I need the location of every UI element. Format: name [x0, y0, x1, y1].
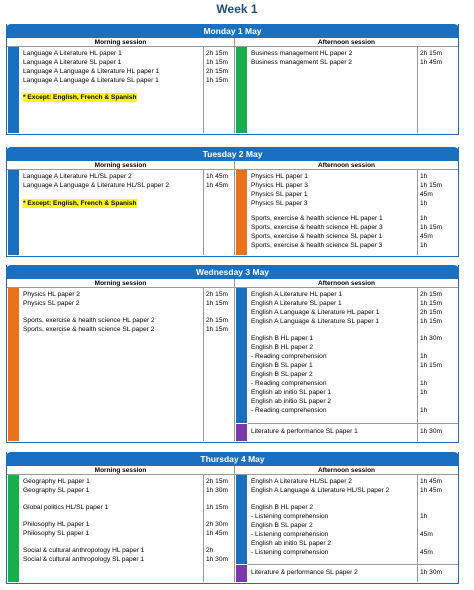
session-header: [7, 279, 458, 288]
exam-duration: 2h 15m: [206, 50, 228, 57]
exam-duration: 2h: [206, 547, 214, 554]
exam-subject: English ab initio SL paper 2: [251, 398, 332, 405]
afternoon-session: [235, 475, 458, 582]
exam-subject: English B HL paper 2: [251, 344, 314, 351]
exam-duration: 1h: [420, 513, 428, 520]
exam-duration: 1h 45m: [206, 530, 228, 537]
day-tuesday: [6, 147, 459, 257]
exam-subject: Sports, exercise & health science HL paper 2: [23, 317, 155, 324]
exam-subject: Philosophy SL paper 1: [23, 530, 90, 537]
exam-subject: Business management HL paper 2: [251, 50, 353, 57]
exam-duration: 2h 15m: [206, 478, 228, 485]
exam-duration: 1h 15m: [206, 326, 228, 333]
exam-duration: 1h 30m: [420, 569, 442, 576]
exam-subject: English ab initio SL paper 2: [251, 540, 332, 547]
exam-subject: Sports, exercise & health science SL paper 2: [23, 326, 155, 333]
exam-duration: 1h: [420, 173, 428, 180]
exam-duration: 1h 15m: [206, 77, 228, 84]
exam-subject: Social & cultural anthropology SL paper 1: [23, 556, 145, 563]
morning-session: [7, 47, 235, 133]
exam-subject: English A Literature SL paper 1: [251, 300, 342, 307]
exam-duration: 1h: [420, 380, 428, 387]
exam-subject: Sports, exercise & health science HL paper 1: [251, 215, 383, 222]
exam-duration: 2h 30m: [206, 521, 228, 528]
afternoon-session: [235, 47, 458, 133]
exam-subject: Physics SL paper 3: [251, 200, 308, 207]
exam-subject: Language A Language & Literature HL/SL paper 2: [23, 182, 170, 189]
subject-group-bar: [236, 565, 247, 582]
exam-subject: Physics SL paper 2: [23, 300, 80, 307]
exam-duration: 1h 15m: [206, 59, 228, 66]
day-title: Thursday 4 May: [6, 452, 459, 466]
exam-subject: - Reading comprehension: [251, 353, 327, 360]
exam-duration: 1h 30m: [420, 428, 442, 435]
day-title: Wednesday 3 May: [6, 265, 459, 279]
exam-duration: 1h 15m: [420, 182, 442, 189]
subject-group-bar: [8, 288, 19, 441]
subject-group-bar: [8, 475, 19, 582]
exam-duration: 2h 15m: [206, 291, 228, 298]
exam-subject: Language A Literature HL paper 1: [23, 50, 122, 57]
exam-subject: English A Language & Literature SL paper 1: [251, 318, 380, 325]
exam-subject: Global politics HL/SL paper 1: [23, 504, 109, 511]
exam-subject: Physics HL paper 3: [251, 182, 308, 189]
exam-subject: Sports, exercise & health science HL paper 3: [251, 224, 383, 231]
subject-group-bar: [236, 288, 247, 423]
exam-duration: 45m: [420, 233, 433, 240]
exception-note: * Except: English, French & Spanish: [23, 200, 137, 207]
exam-subject: Sports, exercise & health science SL paper 3: [251, 242, 383, 249]
exam-subject: - Listening comprehension: [251, 549, 329, 556]
exam-duration: 1h: [420, 389, 428, 396]
exam-subject: English A Language & Literature HL paper 1: [251, 309, 380, 316]
subject-group-bar: [8, 47, 19, 133]
exam-duration: 45m: [420, 531, 433, 538]
afternoon-session: [235, 288, 458, 441]
morning-session-label: Morning session: [7, 279, 235, 287]
exam-duration: 2h 15m: [420, 309, 442, 316]
exam-duration: 1h: [420, 242, 428, 249]
morning-session: [7, 475, 235, 582]
exam-subject: Literature & performance SL paper 1: [251, 428, 358, 435]
session-header: [7, 161, 458, 170]
exam-duration: 1h: [420, 215, 428, 222]
subject-group-bar: [236, 47, 247, 133]
exam-subject: Language A Language & Literature SL paper 1: [23, 77, 159, 84]
exam-subject: Language A Language & Literature HL paper 1: [23, 68, 160, 75]
exam-subject: - Reading comprehension: [251, 380, 327, 387]
morning-session-label: Morning session: [7, 38, 235, 46]
afternoon-session-label: Afternoon session: [317, 467, 376, 474]
exam-subject: Sports, exercise & health science SL paper 1: [251, 233, 383, 240]
exam-duration: 1h 45m: [420, 478, 442, 485]
afternoon-session-label: Afternoon session: [317, 162, 376, 169]
morning-session-label: Morning session: [7, 466, 235, 474]
exam-subject: Language A Literature SL paper 1: [23, 59, 122, 66]
exam-duration: 1h 45m: [420, 59, 442, 66]
exam-subject: English B SL paper 2: [251, 371, 313, 378]
exam-duration: 1h 30m: [420, 335, 442, 342]
exam-duration: 2h 15m: [206, 317, 228, 324]
exam-duration: 45m: [420, 549, 433, 556]
afternoon-session-label: Afternoon session: [317, 280, 376, 287]
exam-subject: Social & cultural anthropology HL paper 1: [23, 547, 145, 554]
exam-subject: Language A Literature HL/SL paper 2: [23, 173, 132, 180]
exam-subject: Business management SL paper 2: [251, 59, 352, 66]
exam-duration: 1h 45m: [206, 173, 228, 180]
subject-group-bar: [236, 170, 247, 255]
exam-duration: 2h 15m: [420, 291, 442, 298]
exam-subject: English A Language & Literature HL/SL paper 2: [251, 487, 390, 494]
day-thursday: [6, 452, 459, 584]
exam-subject: English A Literature HL paper 1: [251, 291, 343, 298]
exception-note: * Except: English, French & Spanish: [23, 94, 137, 101]
exam-duration: 1h 30m: [206, 556, 228, 563]
exam-subject: Physics HL paper 2: [23, 291, 80, 298]
session-header: [7, 38, 458, 47]
exam-duration: 1h 45m: [206, 182, 228, 189]
day-wednesday: [6, 265, 459, 443]
afternoon-session: [235, 170, 458, 255]
exam-subject: - Listening comprehension: [251, 513, 329, 520]
day-title: Tuesday 2 May: [6, 147, 459, 161]
exam-duration: 1h: [420, 407, 428, 414]
exam-duration: 1h 15m: [420, 318, 442, 325]
subject-group-bar: [236, 475, 247, 564]
exam-duration: 1h 15m: [206, 300, 228, 307]
exam-duration: 1h: [420, 353, 428, 360]
exam-duration: 1h 15m: [420, 300, 442, 307]
exam-duration: 1h 45m: [420, 487, 442, 494]
subject-group-bar: [236, 424, 247, 441]
exam-subject: English A Literature HL/SL paper 2: [251, 478, 352, 485]
exam-subject: English B HL paper 2: [251, 504, 314, 511]
exam-subject: English B HL paper 1: [251, 335, 314, 342]
exam-subject: - Reading comprehension: [251, 407, 327, 414]
day-title: Monday 1 May: [6, 24, 459, 38]
morning-session-label: Morning session: [7, 161, 235, 169]
exam-duration: 1h 15m: [420, 224, 442, 231]
exam-duration: 2h 15m: [206, 68, 228, 75]
week-title: Week 1: [216, 2, 258, 16]
exam-subject: Geography HL paper 1: [23, 478, 90, 485]
exam-duration: 1h 15m: [420, 362, 442, 369]
exam-subject: Geography SL paper 1: [23, 487, 90, 494]
exam-duration: 1h 30m: [206, 487, 228, 494]
exam-subject: English B SL paper 2: [251, 522, 313, 529]
exam-subject: - Listening comprehension: [251, 531, 329, 538]
morning-session: [7, 288, 235, 441]
exam-duration: 1h: [420, 200, 428, 207]
exam-subject: English B SL paper 1: [251, 362, 313, 369]
exam-duration: 1h 15m: [206, 504, 228, 511]
exam-duration: 45m: [420, 191, 433, 198]
exam-subject: Physics HL paper 1: [251, 173, 308, 180]
morning-session: [7, 170, 235, 255]
afternoon-session-label: Afternoon session: [317, 39, 376, 46]
exam-subject: Physics SL paper 1: [251, 191, 308, 198]
exam-duration: 2h 15m: [420, 50, 442, 57]
subject-group-bar: [8, 170, 19, 255]
session-header: [7, 466, 458, 475]
exam-subject: Literature & performance SL paper 2: [251, 569, 358, 576]
exam-subject: Philosophy HL paper 1: [23, 521, 90, 528]
day-monday: [6, 24, 459, 135]
exam-subject: English ab initio SL paper 1: [251, 389, 332, 396]
